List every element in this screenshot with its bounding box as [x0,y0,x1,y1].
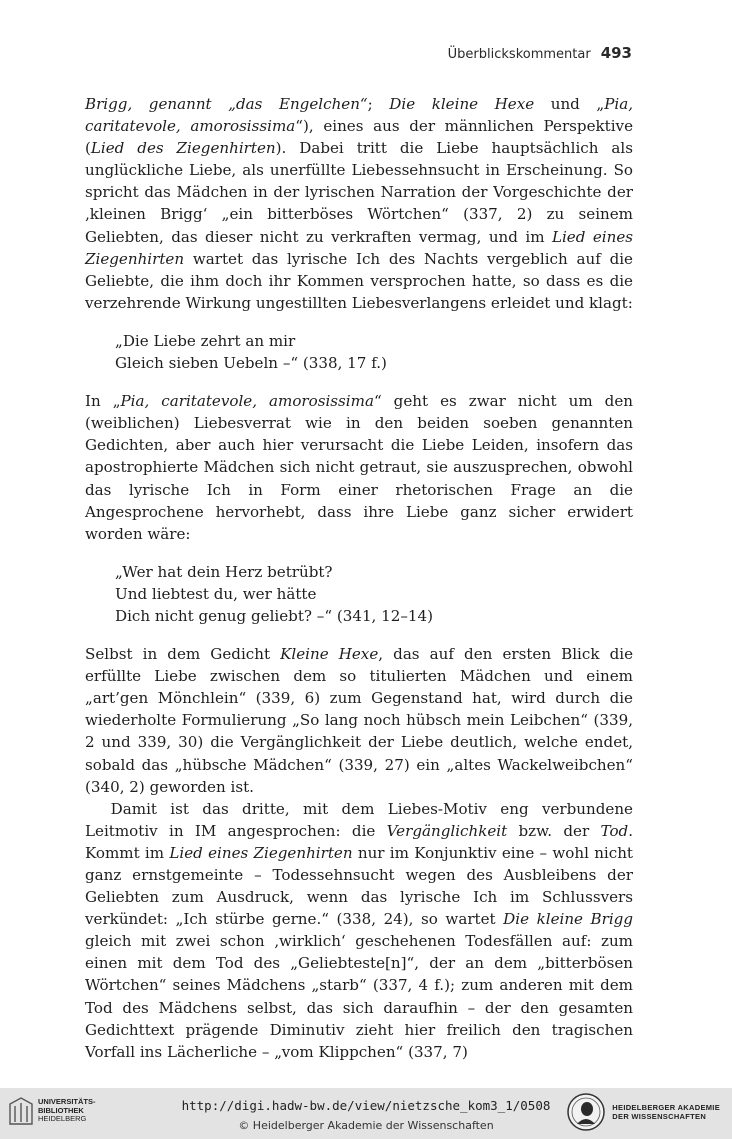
text-run: und „ [534,95,605,113]
verse-quote-2 [115,561,633,627]
verse-line: Und liebtest du, wer hätte [115,584,317,603]
text-run: gleich mit zwei schon ‚wirklich‘ geschehenen Todesfällen auf: zum einen mit dem Tod des „Geliebteste[n]“, der an dem „bitterbösen Wörtchen“ seines Mädchens „starb“ (337, 4 f.); zum anderen mit dem Tod des Mädchens selbst, das sich daraufhin – der den gesamten Gedichttext prägende Diminutiv zieht hier freilich den tragischen Vorfall ins Lächerliche – „vom Klippchen“ (337, 7) [85,932,633,1061]
text-run: “ geht es zwar nicht um den (weiblichen) Liebesverrat wie in den beiden soeben genannten Gedichten, aber auch hier verursacht die Liebe Leiden, insofern das apostrophierte Mädchen sich nicht getraut, sie auszusprechen, obwohl das lyrische Ich in Form einer rhetorischen Frage an die Angesprochene hervorhebt, dass ihre Liebe ganz sicher erwidert worden wäre: [85,392,633,543]
verse-line: „Die Liebe zehrt an mir [115,331,296,350]
verse-line: Dich nicht genug geliebt? –“ (341, 12–14) [115,606,433,625]
running-header [448,44,632,62]
academy-seal-icon [566,1092,606,1132]
italic-text-run: Pia, caritatevole, amorosissima [85,95,633,136]
ub-logo-line-1: UNIVERSITÄTS- [38,1097,96,1107]
text-run: nur im Konjunktiv eine – wohl nicht ganz ernstgemeinte – Todessehnsucht wegen des Ausbleibens der Geliebten zum Ausdruck, wenn das lyrische Ich im Schlussvers verkündet: „Ich stürbe gerne.“ (338, 24), so wartet [85,843,634,929]
italic-text-run: Die kleine Hexe [389,95,535,113]
italic-text-run: Pia, caritatevole, amorosissima [120,392,374,411]
hadw-logo [566,1092,720,1132]
digitization-footer [0,1088,732,1139]
verse-quote-1 [115,330,633,374]
paragraph-3 [85,643,633,798]
italic-text-run: Brigg, genannt „das Engelchen“ [85,95,368,113]
ub-logo-line-2: BIBLIOTHEK [38,1105,84,1115]
permalink[interactable]: http://digi.hadw-bw.de/view/nietzsche_kom3_1/0508 [181,1098,551,1113]
verse-line: „Wer hat dein Herz betrübt? [115,562,333,581]
hadw-logo-line-1: HEIDELBERGER AKADEMIE [612,1103,720,1112]
text-run: wartet das lyrische Ich des Nachts vergeblich auf die Geliebte, die ihm doch ihr Kommen versprochen hatte, so dass es die verzehrende Wirkung ungestillten Liebesverlangens erleidet und klagt: [85,249,633,312]
text-run: , das auf den ersten Blick die erfüllte Liebe zwischen dem so titulierten Mädchen und einem „art’gen Mönchlein“ (339, 6) zum Gegenstand hat, wird durch die wiederholte Formulierung „So lang noch hübsch mein Leibchen“ (339, 2 und 339, 30) die Vergänglichkeit der Liebe deutlich, welche endet, sobald das „hübsche Mädchen“ (339, 27) ein „altes Wackelweibchen“ (340, 2) geworden ist. [85,645,633,796]
italic-text-run: Vergänglichkeit [386,821,508,840]
page-body [85,93,633,1063]
text-run: ). Dabei tritt die Liebe hauptsächlich als unglückliche Liebe, als unerfüllte Liebessehnsucht in Erscheinung. So spricht das Mädchen in der lyrischen Narration der Vorgeschichte der ‚kleinen Brigg‘ „ein bitterböses Wörtchen“ (337, 2) zu seinem Geliebten, das dieser nicht zu verkraften vermag, und im [85,139,633,246]
page-number: 493 [600,44,632,62]
running-title: Überblickskommentar [447,47,591,62]
italic-text-run: Lied eines Ziegenhirten [85,227,633,268]
paragraph-2 [85,390,633,545]
text-run: Damit ist das dritte, mit dem Liebes-Motiv eng verbundene Leitmotiv in IM angesprochen: die [85,799,633,840]
italic-text-run: Tod [600,821,629,840]
paragraph-1 [85,93,633,314]
text-run: “), eines aus der männlichen Perspektive ( [85,117,634,158]
italic-text-run: Lied des Ziegenhirten [90,139,276,158]
text-run: ; [367,95,390,113]
italic-text-run: Die kleine Brigg [503,910,633,929]
text-run: . Kommt im [85,821,634,862]
hadw-logo-line-2: DER WISSENSCHAFTEN [612,1112,707,1121]
text-run: Selbst in dem Gedicht [85,645,281,664]
paragraph-4 [85,798,633,1063]
ub-logo-line-3: HEIDELBERG [38,1114,87,1124]
copyright-notice: © Heidelberger Akademie der Wissenschaften [238,1119,494,1132]
italic-text-run: Kleine Hexe [280,645,379,664]
text-run: bzw. der [507,821,601,840]
italic-text-run: Lied eines Ziegenhirten [169,843,353,862]
text-run: In „ [85,392,121,411]
verse-line: Gleich sieben Uebeln –“ (338, 17 f.) [115,354,387,373]
